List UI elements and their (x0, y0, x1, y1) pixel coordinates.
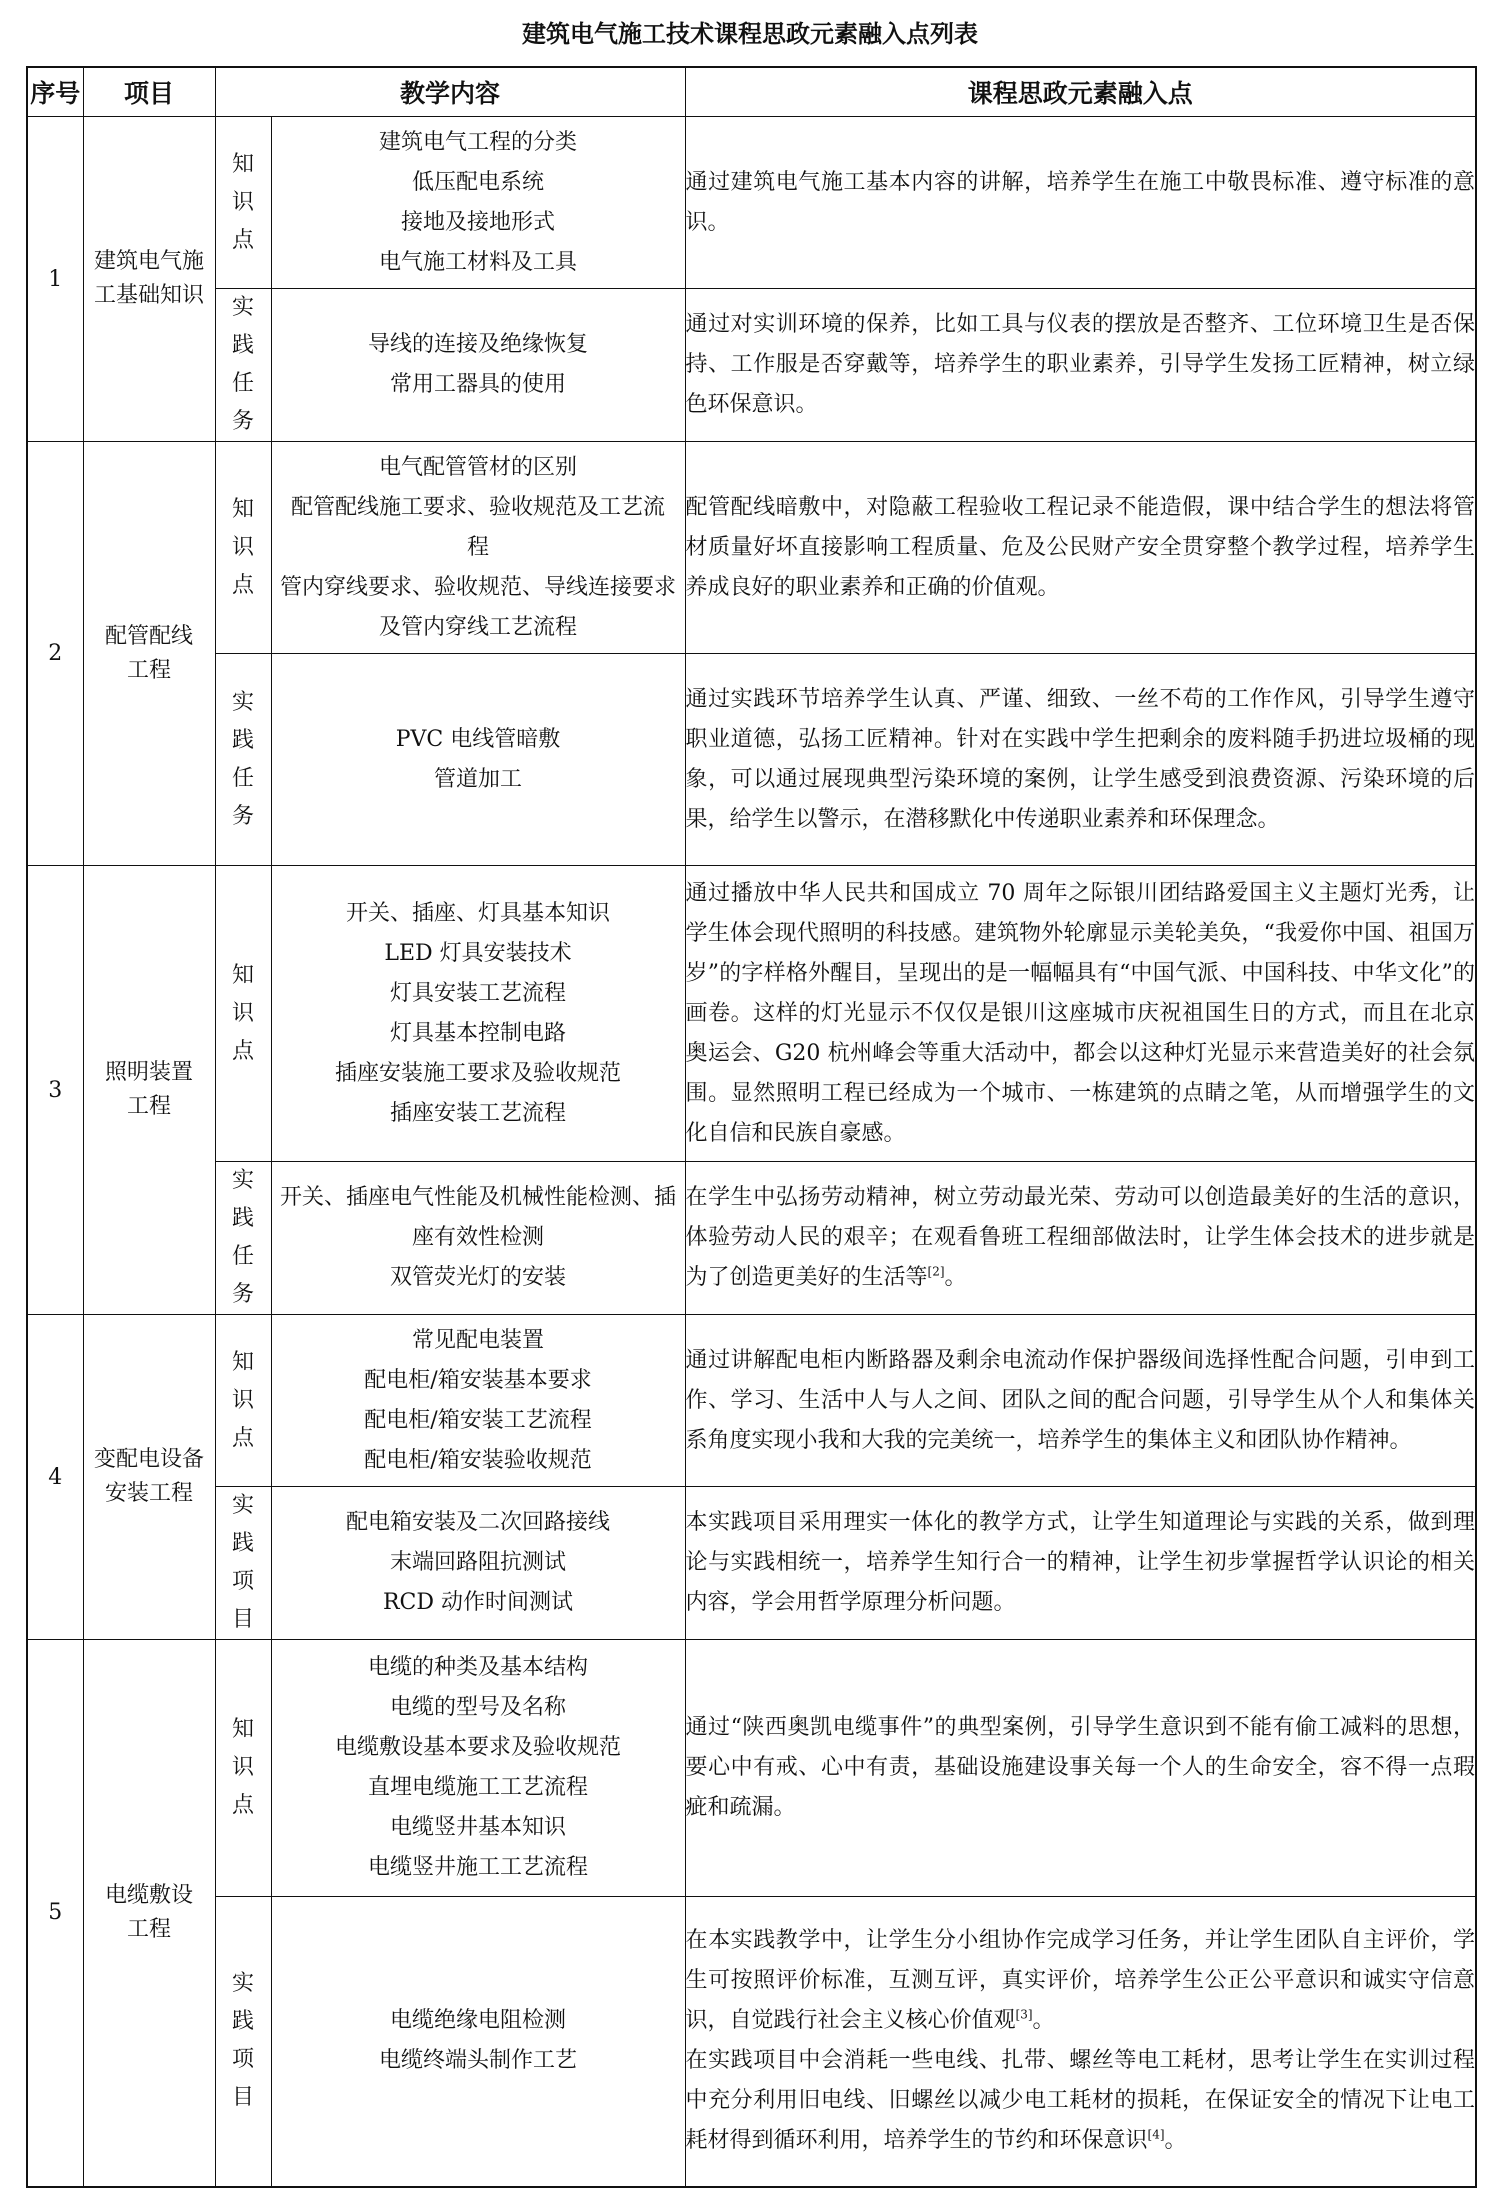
ideological-point (685, 1315, 1476, 1487)
point-paragraph: 通过实践环节培养学生认真、严谨、细致、一丝不苟的工作作风，引导学生遵守职业道德，弘扬工匠精神。针对在实践中学生把剩余的废料随手扔进垃圾桶的现象，可以通过展现典型污染环境的案例，让学生感受到浪费资源、污染环境的后果，给学生以警示，在潜移默化中传递职业素养和环保理念。 (685, 686, 1476, 832)
teaching-content (271, 1315, 685, 1487)
ideological-point (685, 654, 1476, 866)
table-row (27, 866, 1476, 1162)
ideological-point (685, 1487, 1476, 1640)
table-row (27, 1487, 1476, 1640)
content-line: 程 (467, 534, 490, 560)
segment-type (215, 1897, 271, 2187)
teaching-content (271, 117, 685, 289)
table-row (27, 289, 1476, 442)
ideological-point (685, 866, 1476, 1162)
segment-type (215, 442, 271, 654)
content-line: 电缆绝缘电阻检测 (390, 2008, 567, 2034)
project-name (83, 117, 215, 442)
teaching-content (271, 1897, 685, 2187)
segment-type (215, 1640, 271, 1897)
content-line: 配电箱安装及二次回路接线 (346, 1510, 611, 1535)
point-text: 在实践项目中会消耗一些电线、扎带、螺丝等电工耗材，思考让学生在实训过程中充分利用旧电线、旧螺丝以减少电工耗材的损耗，在保证安全的情况下让电工耗材得到循环利用，培养学生的节约和环保意识 (685, 2048, 1476, 2154)
content-line: 电缆的型号及名称 (390, 1695, 567, 1720)
table-row (27, 442, 1476, 654)
content-line: 直埋电缆施工工艺流程 (368, 1775, 589, 1800)
content-line: 及管内穿线工艺流程 (379, 614, 578, 640)
point-paragraph: 本实践项目采用理实一体化的教学方式，让学生知道理论与实践的关系，做到理论与实践相统一，培养学生知行合一的精神，让学生初步掌握哲学认识论的相关内容，学会用哲学原理分析问题。 (685, 1510, 1476, 1615)
content-line: 配电柜/箱安装验收规范 (364, 1447, 592, 1473)
point-paragraph: 配管配线暗敷中，对隐蔽工程验收工程记录不能造假，课中结合学生的想法将管材质量好坏直接影响工程质量、危及公民财产安全贯穿整个教学过程，培养学生养成良好的职业素养和正确的价值观。 (685, 494, 1476, 600)
curriculum-table (26, 66, 1477, 2188)
teaching-content (271, 654, 685, 866)
content-line: RCD 动作时间测试 (382, 1590, 574, 1615)
segment-type (215, 1162, 271, 1315)
table-row (27, 654, 1476, 866)
header-row (27, 67, 1476, 117)
table-row (27, 117, 1476, 289)
segment-type (215, 289, 271, 442)
segment-type-label: 知识点 (231, 1717, 254, 1818)
teaching-content (271, 289, 685, 442)
teaching-content (271, 442, 685, 654)
content-line: 电缆终端头制作工艺 (379, 2048, 578, 2074)
segment-type-label: 知识点 (231, 1349, 254, 1451)
table-title: 建筑电气施工技术课程思政元素融入点列表 (522, 20, 978, 48)
content-line: 管内穿线要求、验收规范、导线连接要求 (280, 574, 677, 600)
segment-type-label: 实践项目 (231, 1493, 254, 1632)
content-line: 低压配电系统 (412, 169, 545, 195)
content-line: 灯具安装工艺流程 (390, 980, 567, 1006)
header-no: 序号 (27, 67, 83, 117)
segment-type (215, 1315, 271, 1487)
project-line: 安装工程 (104, 1481, 193, 1506)
ideological-point (685, 117, 1476, 289)
content-line: LED 灯具安装技术 (384, 940, 572, 966)
point-paragraph: 通过播放中华人民共和国成立 70 周年之际银川团结路爱国主义主题灯光秀，让学生体会现代照明的科技感。建筑物外轮廓显示美轮美奂，“我爱你中国、祖国万岁”的字样格外醒目，呈现出的是一幅幅具有“中国气派、中国科技、中华文化”的画卷。这样的灯光显示不仅仅是银川这座城市庆祝祖国生日的方式，而且在北京奥运会、G20 杭州峰会等重大活动中，都会以这种灯光显示来营造美好的社会氛围。显然照明工程已经成为一个城市、一栋建筑的点睛之笔，从而增强学生的文化自信和民族自豪感。 (685, 880, 1476, 1146)
content-line: 座有效性检测 (412, 1225, 545, 1250)
content-line: 双管荧光灯的安装 (390, 1265, 567, 1290)
content-line: 管道加工 (434, 766, 523, 792)
content-line: 电缆的种类及基本结构 (368, 1655, 589, 1680)
segment-type-label: 实践项目 (231, 1971, 254, 2111)
ideological-point (685, 1897, 1476, 2187)
content-line: 灯具基本控制电路 (390, 1020, 567, 1046)
segment-type-label: 实践任务 (231, 295, 254, 434)
point-paragraph: 通过讲解配电柜内断路器及剩余电流动作保护器级间选择性配合问题，引申到工作、学习、生活中人与人之间、团队之间的配合问题，引导学生从个人和集体关系角度实现小我和大我的完美统一，培养学生的集体主义和团队协作精神。 (685, 1347, 1476, 1453)
point-text: 在本实践教学中，让学生分小组协作完成学习任务，并让学生团队自主评价，学生可按照评价标准，互测互评，真实评价，培养学生公正公平意识和诚实守信意识，自觉践行社会主义核心价值观 (685, 1928, 1476, 2034)
row-number: 3 (27, 866, 83, 1315)
teaching-content (271, 1487, 685, 1640)
point-paragraph: 在学生中弘扬劳动精神，树立劳动最光荣、劳动可以创造最美好的生活的意识，体验劳动人民的艰辛；在观看鲁班工程细部做法时，让学生体会技术的进步就是为了创造更美好的生活等[2]。 (685, 1185, 1476, 1290)
project-name (83, 442, 215, 866)
project-name (83, 1315, 215, 1640)
ideological-point (685, 1162, 1476, 1315)
table-row (27, 1315, 1476, 1487)
row-number: 4 (27, 1315, 83, 1640)
segment-type-label: 知识点 (231, 496, 254, 598)
content-line: 电气配管管材的区别 (379, 454, 578, 480)
content-line: 电缆竖井基本知识 (390, 1815, 567, 1840)
content-line: 常见配电装置 (412, 1327, 545, 1353)
content-line: 接地及接地形式 (401, 209, 556, 235)
content-line: 插座安装工艺流程 (390, 1100, 567, 1126)
content-line: PVC 电线管暗敷 (395, 726, 561, 752)
point-text: 在学生中弘扬劳动精神，树立劳动最光荣、劳动可以创造最美好的生活的意识，体验劳动人民的艰辛；在观看鲁班工程细部做法时，让学生体会技术的进步就是为了创造更美好的生活等 (685, 1185, 1476, 1290)
teaching-content (271, 866, 685, 1162)
citation-ref: [3] (1015, 2007, 1033, 2022)
point-paragraph: 在本实践教学中，让学生分小组协作完成学习任务，并让学生团队自主评价，学生可按照评价标准，互测互评，真实评价，培养学生公正公平意识和诚实守信意识，自觉践行社会主义核心价值观[3]。 (685, 1928, 1476, 2034)
point-paragraph: 在实践项目中会消耗一些电线、扎带、螺丝等电工耗材，思考让学生在实训过程中充分利用旧电线、旧螺丝以减少电工耗材的损耗，在保证安全的情况下让电工耗材得到循环利用，培养学生的节约和环保意识[4]。 (685, 2048, 1476, 2154)
header-point: 课程思政元素融入点 (685, 67, 1476, 117)
project-line: 工程 (126, 657, 171, 683)
content-line: 配电柜/箱安装工艺流程 (364, 1407, 592, 1433)
ideological-point (685, 289, 1476, 442)
segment-type (215, 866, 271, 1162)
ideological-point (685, 1640, 1476, 1897)
segment-type (215, 1487, 271, 1640)
segment-type-label: 实践任务 (231, 1168, 254, 1307)
project-line: 照明装置 (104, 1060, 193, 1085)
table-row (27, 1162, 1476, 1315)
project-line: 建筑电气施 (93, 249, 204, 274)
content-line: 插座安装施工要求及验收规范 (335, 1060, 622, 1086)
row-number: 2 (27, 442, 83, 866)
content-line: 导线的连接及绝缘恢复 (368, 332, 589, 357)
segment-type-label: 知识点 (231, 962, 254, 1064)
content-line: 开关、插座、灯具基本知识 (346, 900, 611, 926)
header-project: 项目 (83, 67, 215, 117)
citation-ref: [2] (927, 1264, 945, 1279)
project-name (83, 866, 215, 1315)
content-line: 末端回路阻抗测试 (390, 1550, 567, 1575)
content-line: 配电柜/箱安装基本要求 (364, 1367, 592, 1393)
content-line: 开关、插座电气性能及机械性能检测、插 (280, 1185, 677, 1210)
project-name (83, 1640, 215, 2187)
content-line: 电缆竖井施工工艺流程 (368, 1855, 589, 1880)
segment-type (215, 117, 271, 289)
header-content: 教学内容 (215, 67, 685, 117)
project-line: 配管配线 (104, 623, 193, 649)
content-line: 电气施工材料及工具 (379, 249, 578, 275)
point-paragraph: 通过对实训环境的保养，比如工具与仪表的摆放是否整齐、工位环境卫生是否保持、工作服是否穿戴等，培养学生的职业素养，引导学生发扬工匠精神，树立绿色环保意识。 (685, 312, 1476, 417)
segment-type-label: 实践任务 (231, 689, 254, 829)
citation-ref: [4] (1147, 2127, 1165, 2142)
content-line: 电缆敷设基本要求及验收规范 (335, 1735, 622, 1760)
content-line: 配管配线施工要求、验收规范及工艺流 (291, 494, 666, 520)
teaching-content (271, 1162, 685, 1315)
ideological-point (685, 442, 1476, 654)
project-line: 工程 (126, 1916, 171, 1942)
project-line: 电缆敷设 (104, 1882, 193, 1908)
row-number: 5 (27, 1640, 83, 2187)
table-row (27, 1640, 1476, 1897)
content-line: 常用工器具的使用 (390, 372, 567, 397)
project-line: 变配电设备 (93, 1447, 204, 1472)
point-paragraph: 通过建筑电气施工基本内容的讲解，培养学生在施工中敬畏标准、遵守标准的意识。 (685, 169, 1476, 235)
row-number: 1 (27, 117, 83, 442)
segment-type (215, 654, 271, 866)
segment-type-label: 知识点 (231, 151, 254, 253)
content-line: 建筑电气工程的分类 (379, 129, 578, 155)
project-line: 工基础知识 (93, 283, 204, 308)
teaching-content (271, 1640, 685, 1897)
project-line: 工程 (126, 1094, 171, 1119)
point-paragraph: 通过“陕西奥凯电缆事件”的典型案例，引导学生意识到不能有偷工减料的思想，要心中有戒、心中有责，基础设施建设事关每一个人的生命安全，容不得一点瑕疵和疏漏。 (685, 1715, 1476, 1820)
table-row (27, 1897, 1476, 2187)
